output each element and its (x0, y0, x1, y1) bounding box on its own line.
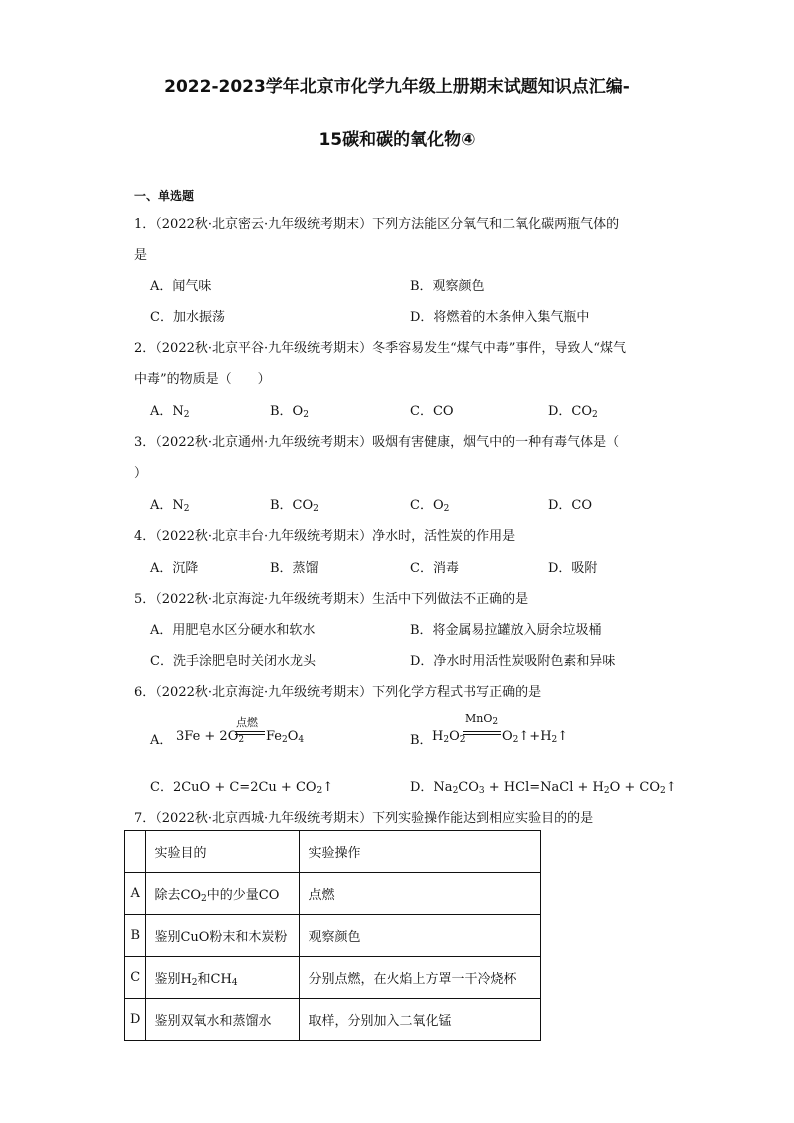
q6-option-a-label: A． (150, 733, 173, 748)
q2-option-c[interactable]: C．CO (410, 404, 454, 419)
q1-option-b[interactable]: B．观察颜色 (410, 279, 485, 294)
q6-b-right-sub1: 2 (512, 735, 519, 745)
q6-option-a-reactants (176, 729, 244, 745)
q6-b-left-sub2: 2 (459, 735, 466, 745)
row-op: 分别点燃，在火焰上方罩一干冷烧杯 (300, 957, 541, 999)
row-c-goal-sub1: 2 (191, 977, 198, 988)
title-line-2: 15碳和碳的氧化物④ (318, 130, 476, 150)
row-label: C (125, 957, 146, 999)
table-row (125, 831, 541, 873)
row-label: A (125, 873, 146, 915)
table-header-op: 实验操作 (300, 831, 541, 873)
q2-option-a-text: A．N (150, 404, 184, 419)
q6-c-arrow: ↑ (322, 780, 334, 795)
q4-option-b[interactable]: B．蒸馏 (270, 561, 319, 576)
row-op: 取样，分别加入二氧化锰 (300, 999, 541, 1041)
q6-c-text: C．2CuO + C=2Cu + CO (150, 780, 317, 795)
q6-a-right-o: O (287, 729, 299, 744)
q6-option-d[interactable] (410, 776, 677, 796)
q3-option-a-sub: 2 (183, 504, 190, 514)
table-header-blank (125, 831, 146, 873)
q4-option-c[interactable]: C．消毒 (410, 561, 459, 576)
q2-option-b[interactable] (270, 400, 309, 420)
q6-d-t1: D．Na (410, 780, 453, 795)
table-row (125, 957, 541, 999)
q6-option-b-eq-line-bottom (463, 734, 501, 735)
q1-option-d[interactable]: D．将燃着的木条伸入集气瓶中 (410, 310, 590, 325)
q6-option-b-condition (465, 712, 498, 727)
q4-option-d[interactable]: D．吸附 (548, 561, 598, 576)
q1-option-a[interactable]: A．闻气味 (150, 279, 212, 294)
q6-d-s2: 3 (478, 786, 485, 796)
q4-stem: 4．（2022秋·北京丰台·九年级统考期末）净水时，活性炭的作用是 (134, 529, 516, 544)
row-a-goal-sub: 2 (201, 893, 207, 904)
q6-a-right-sub2: 4 (298, 735, 305, 745)
q2-option-b-text: B．O (270, 404, 304, 419)
q3-option-c[interactable] (410, 494, 449, 514)
row-c-goal-mid: 和CH (197, 971, 232, 987)
q3-option-d[interactable]: D．CO (548, 498, 593, 513)
q5-option-b[interactable]: B．将金属易拉罐放入厨余垃圾桶 (410, 623, 602, 638)
q2-stem-line2: 中毒”的物质是（ ） (134, 372, 271, 387)
q6-option-c[interactable] (150, 776, 333, 796)
q3-stem-line2: ） (134, 466, 148, 481)
q6-option-a-eq-line-top (235, 731, 265, 732)
q5-option-d[interactable]: D．净水时用活性炭吸附色素和异味 (410, 654, 616, 669)
row-goal: 鉴别双氧水和蒸馏水 (146, 999, 300, 1041)
q3-option-c-text: C．O (410, 498, 444, 513)
q6-b-left-o: O (449, 729, 460, 744)
q3-option-b-text: B．CO (270, 498, 314, 513)
row-a-goal-pre: 除去CO (154, 887, 202, 903)
row-goal: 鉴别CuO粉末和木炭粉 (146, 915, 300, 957)
q6-a-right-sub1: 2 (282, 735, 288, 745)
q6-option-a-eq-line-bottom (235, 734, 265, 735)
q2-option-b-sub: 2 (303, 410, 309, 420)
q2-option-d-text: D．CO (548, 404, 593, 419)
row-op: 点燃 (300, 873, 541, 915)
q3-option-b[interactable] (270, 494, 319, 514)
q3-stem-line1: 3．（2022秋·北京通州·九年级统考期末）吸烟有害健康，烟气中的一种有毒气体是（ (134, 435, 620, 450)
q6-a-left-text: 3Fe + 2O (176, 729, 239, 744)
q6-option-b-products (502, 729, 568, 745)
q3-option-a-text: A．N (150, 498, 184, 513)
q6-d-s1: 2 (452, 786, 459, 796)
q6-b-cond-text: MnO (465, 712, 493, 725)
q6-option-b-label: B． (410, 733, 433, 748)
row-goal (146, 873, 300, 915)
q2-stem-line1: 2．（2022秋·北京平谷·九年级统考期末）冬季容易发生“煤气中毒”事件，导致人“煤气 (134, 341, 627, 356)
q6-d-s3: 2 (603, 786, 610, 796)
table-row (125, 999, 541, 1041)
q7-table (124, 830, 541, 1041)
q6-option-b-eq-line-top (463, 731, 501, 732)
q3-option-b-sub: 2 (313, 504, 319, 514)
q6-b-right-o: O (502, 729, 513, 744)
q6-d-t2: CO (458, 780, 479, 795)
q5-option-c[interactable]: C．洗手涂肥皂时关闭水龙头 (150, 654, 316, 669)
q6-b-right-h: ↑+H (518, 729, 552, 744)
q6-d-t4: O + CO (609, 780, 661, 795)
q6-b-right-arrow: ↑ (557, 729, 569, 744)
row-goal (146, 957, 300, 999)
q6-b-left-h: H (432, 729, 444, 744)
q6-b-right-sub2: 2 (551, 735, 558, 745)
q6-a-left-sub: 2 (238, 735, 245, 745)
row-op: 观察颜色 (300, 915, 541, 957)
title-line-1: 2022-2023学年北京市化学九年级上册期末试题知识点汇编- (164, 77, 630, 97)
q2-option-d-sub: 2 (592, 410, 598, 420)
table-row (125, 915, 541, 957)
q5-stem: 5．（2022秋·北京海淀·九年级统考期末）生活中下列做法不正确的是 (134, 592, 529, 607)
row-c-goal-sub2: 4 (231, 977, 238, 988)
q4-option-a[interactable]: A．沉降 (150, 561, 199, 576)
row-c-goal-pre: 鉴别H (154, 971, 192, 987)
q1-stem-line2: 是 (134, 248, 148, 263)
q6-d-t5: ↑ (665, 780, 677, 795)
row-label: D (125, 999, 146, 1041)
q1-stem-line1: 1．（2022秋·北京密云·九年级统考期末）下列方法能区分氧气和二氧化碳两瓶气体的 (134, 217, 620, 232)
row-a-goal-post: 中的少量CO (206, 887, 280, 903)
q6-c-sub: 2 (316, 786, 323, 796)
q3-option-c-sub: 2 (443, 504, 450, 514)
q7-stem: 7．（2022秋·北京西城·九年级统考期末）下列实验操作能达到相应实验目的的是 (134, 811, 594, 826)
q6-option-a-products (266, 729, 304, 745)
q6-b-cond-sub: 2 (492, 717, 499, 727)
row-label: B (125, 915, 146, 957)
q2-option-a-sub: 2 (183, 410, 190, 420)
section-heading: 一、单选题 (134, 189, 195, 203)
q3-option-a[interactable] (150, 494, 190, 514)
q1-option-c[interactable]: C．加水振荡 (150, 310, 225, 325)
q6-option-a-condition: 点燃 (236, 716, 258, 729)
q6-stem: 6．（2022秋·北京海淀·九年级统考期末）下列化学方程式书写正确的是 (134, 685, 542, 700)
q6-d-s4: 2 (660, 786, 666, 796)
q6-option-b-reactants (432, 729, 465, 745)
q6-b-left-sub1: 2 (443, 735, 450, 745)
q2-option-d[interactable] (548, 400, 598, 420)
q6-a-right-fe: Fe (266, 729, 283, 744)
table-row (125, 873, 541, 915)
q5-option-a[interactable]: A．用肥皂水区分硬水和软水 (150, 623, 316, 638)
q2-option-a[interactable] (150, 400, 190, 420)
q6-d-t3: + HCl=NaCl + H (484, 780, 604, 795)
table-header-goal: 实验目的 (146, 831, 300, 873)
